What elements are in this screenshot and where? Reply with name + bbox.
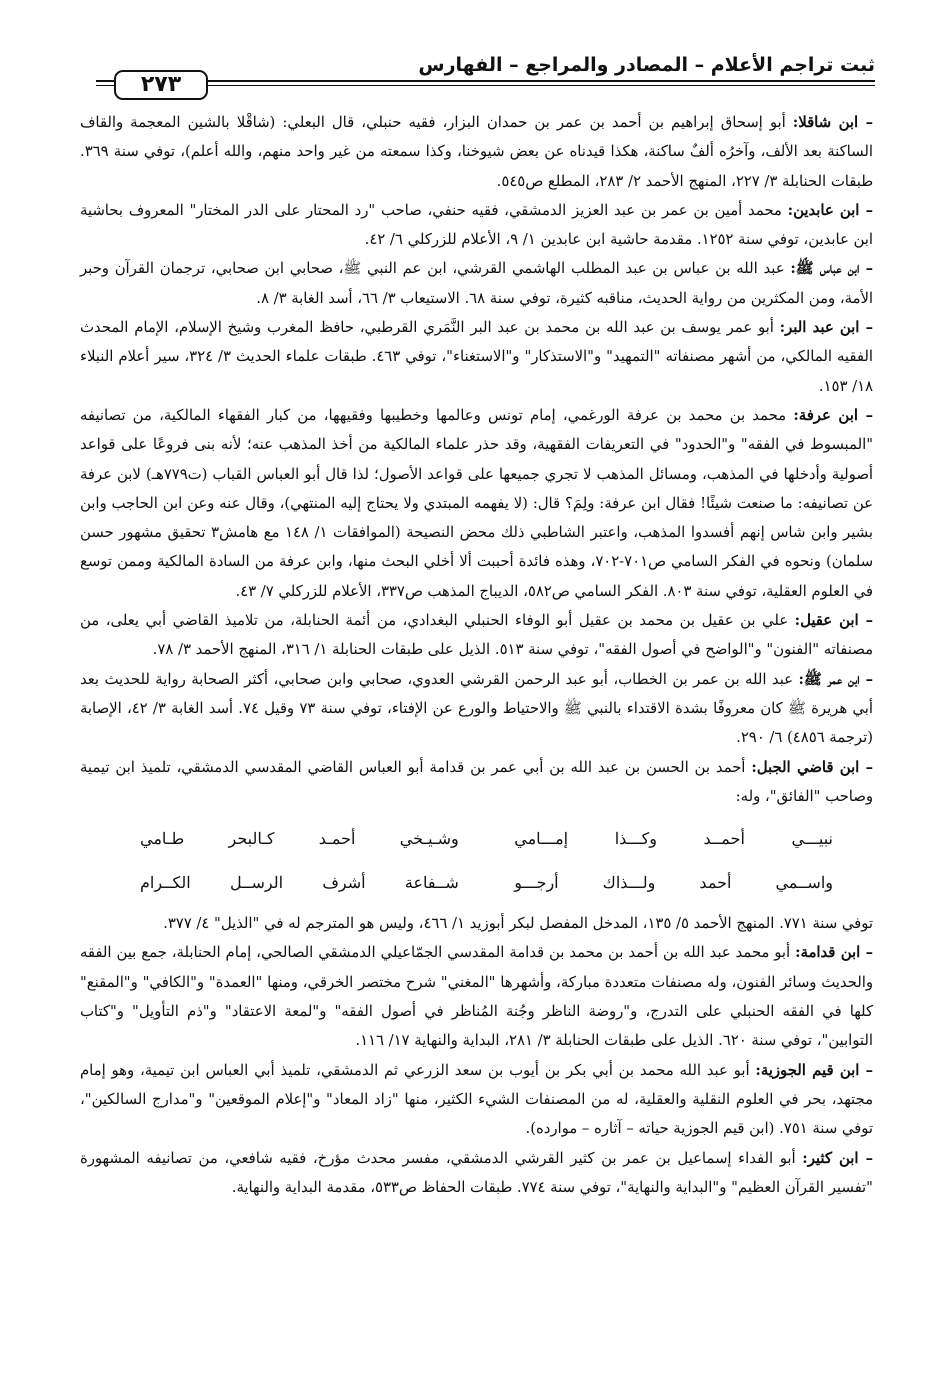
entry-text: أبو إسحاق إبراهيم بن أحمد بن عمر بن حمدان البزار، فقيه حنبلي، قال البعلي: (شاقْلا بالشين المعجمة والقاف الساكنة بعد الألف، وآخرُه ألفٌ ساكنة، هكذا قيدناه عن بعض شيوخنا، وكذا سمعته من غير واحد منهم، والله أعلم)، توفي سنة ٣٦٩. طبقات الحنابلة ٣/ ٢٢٧، المنهج الأحمد ٢/ ٢٨٣، المطلع ص٥٤٥.: [80, 114, 873, 190]
poem-verse: [80, 861, 873, 905]
header-rule-thin: [96, 85, 875, 86]
entry-text: عبد الله بن عمر بن الخطاب، أبو عبد الرحمن القرشي العدوي، صحابي وابن صحابي، أكثر الصحابة رواية للحديث بعد أبي هريرة ﷺ كان معروفًا بشدة الاقتداء بالنبي ﷺ والاحتياط والورع عن الإفتاء، توفي سنة ٧٣ وقيل ٧٤. أسد الغابة ٣/ ٤٢، الإصابة (ترجمة ٤٨٥٦) ٦/ ٢٩٠.: [80, 670, 873, 747]
entry-text: أبو محمد عبد الله بن أحمد بن محمد بن قدامة المقدسي الجمّاعيلي الدمشقي الصالحي، إمام الحنابلة، جمع بين الفقه والحديث وسائر الفنون، وله مصنفات متعددة مباركة، وأشهرها "المغني" شرح مختصر الخرقي، ومنها "العمدة" و"الكافي" و"المقنع" كلها في الفقه الحنبلي على التدرج، و"روضة الناظر وجُنة المُناظر في أصول الفقه" و"لمعة الاعتقاد" و"ذم التأويل" و"كتاب التوابين"، توفي سنة ٦٢٠. الذيل على طبقات الحنابلة ٣/ ٢٨١، البداية والنهاية ١٧/ ١١٦.: [80, 944, 873, 1050]
entry: [80, 313, 873, 401]
entry-text: علي بن عقيل بن محمد بن عقيل أبو الوفاء الحنبلي البغدادي، من أئمة الحنابلة، من تلاميذ القاضي أبي يعلى، من مصنفاته "الفنون" و"الواضح في أصول الفقه"، توفي سنة ٥١٣. الذيل على طبقات الحنابلة ١/ ٣١٦، المنهج الأحمد ٣/ ٧٨.: [80, 612, 873, 659]
poem-hemistich: واســمي أحمد ولـــذاك أرجـــو: [514, 873, 833, 893]
entry-head: – ابن عباس ﷺ:: [790, 260, 873, 278]
header-title: ثبت تراجم الأعلام – المصادر والمراجع – الفهارس: [418, 54, 875, 76]
entry-head: – ابن قدامة:: [795, 944, 873, 962]
entry-text: أبو عمر يوسف بن عبد الله بن محمد بن عبد البر النَّمَري القرطبي، حافظ المغرب وشيخ الإسلام، الإمام المحدث الفقيه المالكي، من أشهر مصنفاته "التمهيد" و"الاستذكار" و"الاستغناء"، توفي ٤٦٣. طبقات علماء الحديث ٣/ ٣٢٤، سير أعلام النبلاء ١٨/ ١٥٣.: [80, 319, 873, 395]
entries-body: [80, 108, 873, 1344]
entry-text: محمد بن محمد بن عرفة الورغمي، إمام تونس وعالمها وخطيبها وفقيهها، من كبار الفقهاء المالكية، من تصانيفه "المبسوط في الفقه" و"الحدود" في التعريفات الفقهية، وقد حذر علماء المالكية من أخذ المذهب عنه؛ لأنه بنى فروعًا على قواعد أصولية وأدخلها في المذهب، ومسائل المذهب لا تجري جميعها على قواعد الأصول؛ لذا قال أبو العباس القباب (ت٧٧٩هـ) لابن عرفة عن تصانيفه: ما صنعت شيئًا! فقال ابن عرفة: ولِمَ؟ قال: (لا يفهمه المبتدي ولا يحتاج إليه المنتهي)، وقال عنه وعن ابن الحاجب وابن بشير وابن شاس إنهم أفسدوا المذهب، واعتبر الشاطبي ذلك محض النصيحة (الموافقات ١/ ١٤٨ مع هامش٣ تحقيق مشهور حسن سلمان) ونحوه في الفكر السامي ص٧٠١-٧٠٢، وهذه فائدة أحببت ألا أخلي البحث منها، وابن عرفة من السادة المالكية وممن توسع في العلوم العقلية، توفي سنة ٨٠٣. الفكر السامي ص٥٨٢، الديباج المذهب ص٣٣٧، الأعلام للزركلي ٧/ ٤٣.: [80, 406, 873, 600]
entry-continuation: توفي سنة ٧٧١. المنهج الأحمد ٥/ ١٣٥، المدخل المفصل لبكر أبوزيد ١/ ٤٦٦، وليس هو المترجم له في "الذيل" ٤/ ٣٧٧.: [163, 915, 873, 933]
entry-text: عبد الله بن عباس بن عبد المطلب الهاشمي القرشي، ابن عم النبي ﷺ، صحابي ابن صحابي، ترجمان القرآن وحبر الأمة، ومن المكثرين من رواية الحديث، مناقبه كثيرة، توفي سنة ٦٨. الاستيعاب ٣/ ٦٦، أسد الغابة ٣/ ٨.: [80, 260, 873, 307]
entry-head: – ابن قاضي الجبل:: [751, 758, 873, 776]
entry: [80, 753, 873, 812]
entry-head: – ابن عبد البر:: [779, 319, 874, 337]
entry: [80, 401, 873, 606]
entry-head: – ابن عرفة:: [793, 406, 873, 424]
poem: [80, 817, 873, 905]
entry: [80, 254, 873, 313]
entry: [80, 938, 873, 1055]
entry-text: أبو الفداء إسماعيل بن عمر بن كثير القرشي الدمشقي، مفسر محدث مؤرخ، فقيه شافعي، من تصانيفه المشهورة "تفسير القرآن العظيم" و"البداية والنهاية"، توفي سنة ٧٧٤. طبقات الحفاظ ص٥٣٣، مقدمة البداية والنهاية.: [80, 1149, 873, 1196]
entry-text: محمد أمين بن عمر بن عبد العزيز الدمشقي، فقيه حنفي، صاحب "رد المحتار على الدر المختار" المعروف بحاشية ابن عابدين، توفي سنة ١٢٥٢. مقدمة حاشية ابن عابدين ١/ ٩، الأعلام للزركلي ٦/ ٤٢.: [80, 201, 873, 249]
entry-text: أحمد بن الحسن بن عبد الله بن أبي عمر بن قدامة أبو العباس القاضي المقدسي الدمشقي، تلميذ ابن تيمية وصاحب "الفائق"، وله:: [80, 758, 873, 805]
poem-verse: [80, 817, 873, 861]
entry-head: – ابن عابدين:: [787, 201, 874, 219]
entry: [80, 1056, 873, 1144]
entry-text: أبو عبد الله محمد بن أبي بكر بن أيوب بن سعد الزرعي ثم الدمشقي، تلميذ أبي العباس ابن تيمية، وهو إمام مجتهد، بحر في العلوم النقلية والعقلية، له من المصنفات الشيء الكثير، منها "زاد المعاد" و"إعلام الموقعين" و"مدارج السالكين"، توفي سنة ٧٥١. (ابن قيم الجوزية حياته – آثاره – موارده).: [80, 1061, 873, 1138]
entry-head: – ابن شاقلا:: [792, 114, 873, 131]
entry: [80, 606, 873, 665]
entry-head: – ابن قيم الجوزية:: [755, 1061, 873, 1079]
entry: [80, 196, 873, 255]
running-header: [96, 52, 875, 97]
entry: [80, 665, 873, 753]
entry: [80, 1144, 873, 1203]
entry-head: – ابن عقيل:: [794, 612, 873, 630]
entry-head: – ابن كثير:: [802, 1149, 873, 1167]
header-rule-thick: [96, 80, 875, 82]
entry-head: – ابن عمر ﷺ:: [798, 670, 873, 688]
entry: [80, 108, 873, 196]
page-number: ٢٧٣: [114, 70, 208, 100]
poem-hemistich: وشـيـخي أحمـد كـالبحر طـامي: [140, 829, 459, 849]
poem-hemistich: نبيـــي أحمــد وكـــذا إمـــامي: [514, 829, 833, 849]
poem-hemistich: شــفاعة أشرف الرســل الكــرام: [140, 873, 459, 893]
